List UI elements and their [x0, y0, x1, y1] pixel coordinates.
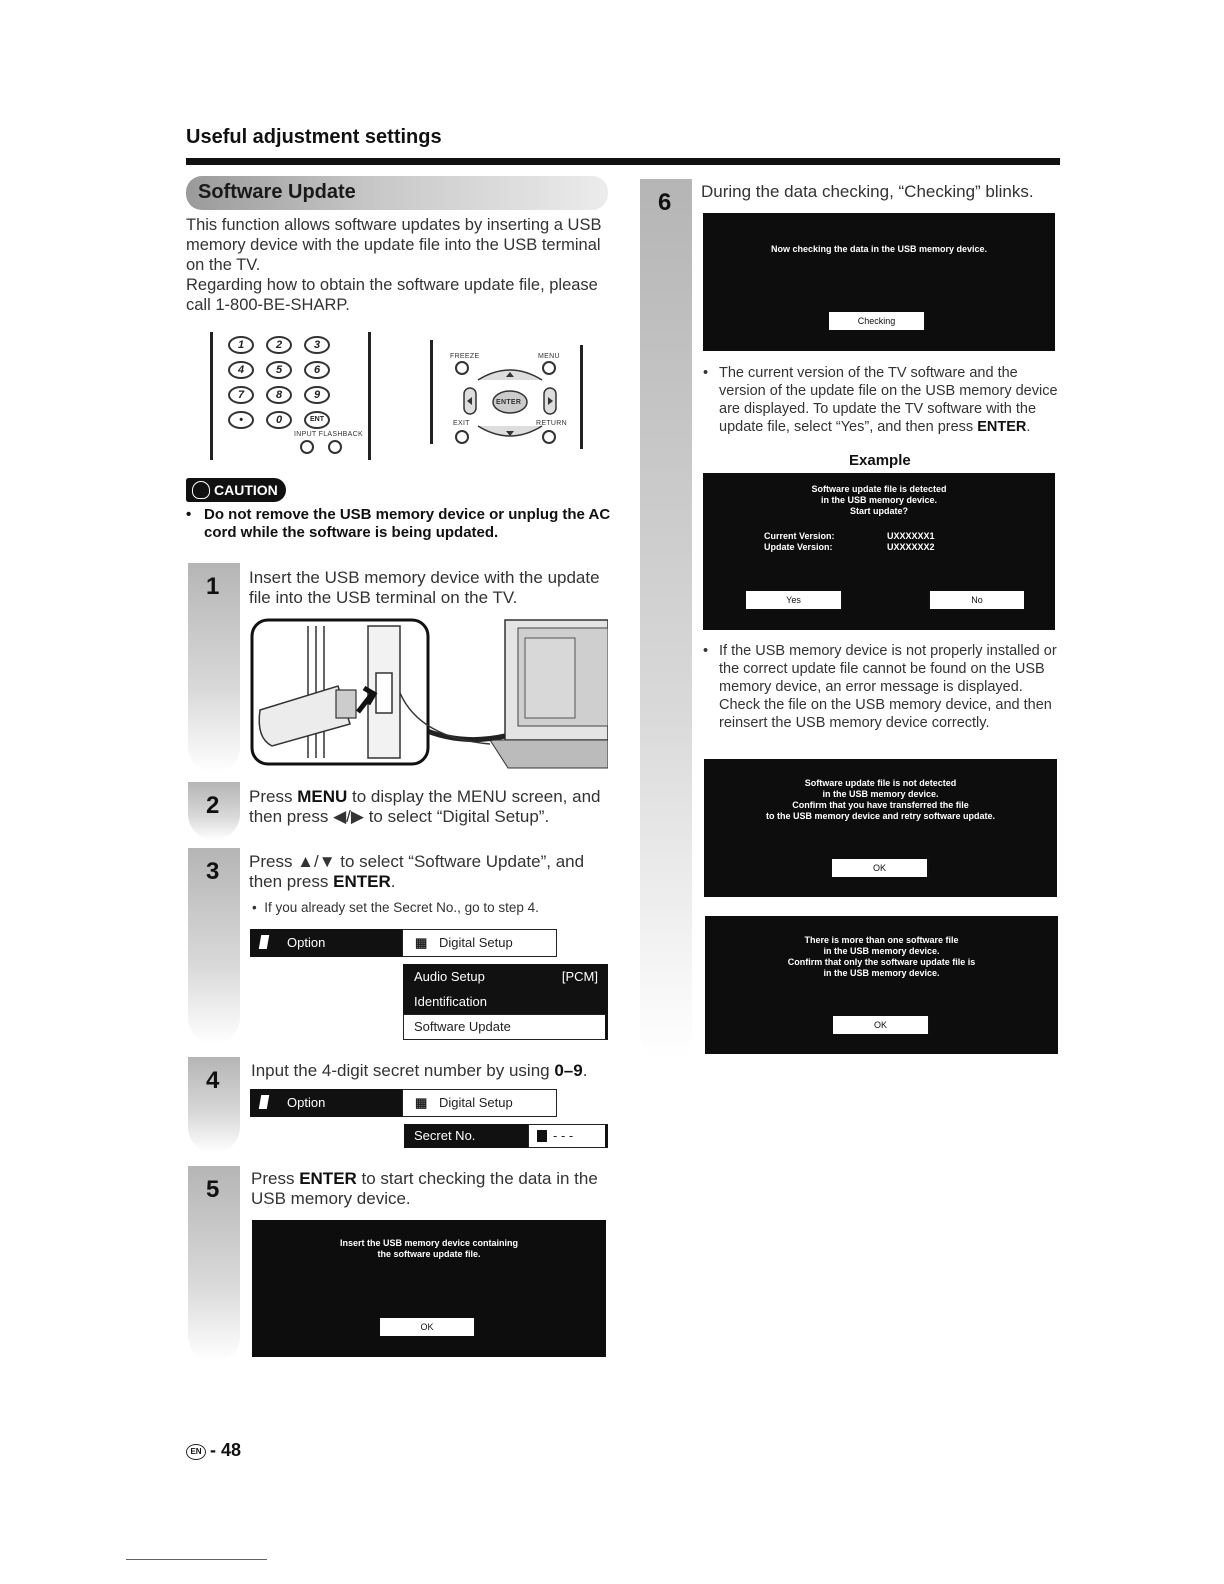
- version-info-text: The current version of the TV software and the version of the update file on the USB memory device are displayed. To update the TV software with the update file, select “Yes”, and then press: [719, 365, 1058, 435]
- dialog-multiple-files: [705, 916, 1058, 1054]
- menu-item-audio-setup[interactable]: [403, 964, 608, 990]
- version-info-enter: ENTER: [977, 419, 1027, 435]
- key-1: 1: [228, 336, 254, 354]
- step-1-number: 1: [206, 573, 220, 600]
- return-label: RETURN: [536, 420, 567, 427]
- menu-digital-setup-label: Digital Setup: [439, 935, 513, 950]
- step-3-text-post: .: [390, 872, 396, 891]
- key-6: 6: [304, 361, 330, 379]
- key-8: 8: [266, 386, 292, 404]
- step-5-text-pre: Press: [251, 1169, 300, 1188]
- header-rule: [186, 158, 1060, 165]
- step-2-text: [249, 787, 611, 827]
- page-number: [186, 1440, 241, 1461]
- step-4-text-post: .: [582, 1061, 588, 1080]
- dialog-checking-status: Checking: [829, 312, 926, 330]
- step-3-note-text: If you already set the Secret No., go to step 4.: [264, 900, 539, 915]
- step-5-tab: [188, 1166, 240, 1362]
- step-2-text-bold: MENU: [297, 787, 348, 806]
- step-4-text-bold: 0–9: [554, 1061, 583, 1080]
- menu-digital-setup-label: Digital Setup: [439, 1095, 513, 1110]
- key-dot: •: [228, 411, 254, 429]
- menu-option-label: Option: [287, 935, 326, 950]
- usb-insert-illustration: [250, 618, 608, 770]
- remote-nav-edge-left: [430, 340, 433, 444]
- error-info-text-2: Check the file on the USB memory device, and then reinsert the USB memory device correctly.: [719, 697, 1052, 731]
- option-icon: [259, 935, 269, 949]
- hand-warning-icon: [192, 481, 210, 499]
- update-version-value: UXXXXXX2: [887, 542, 935, 552]
- dialog-insert-ok-button[interactable]: OK: [380, 1318, 476, 1336]
- current-version-value: UXXXXXX1: [887, 531, 935, 541]
- step-4-number: 4: [206, 1067, 220, 1094]
- dialog-error2-line-3: Confirm that only the software update file is: [787, 957, 976, 967]
- page-number-text: - 48: [210, 1440, 242, 1460]
- remote-edge-left: [210, 332, 213, 460]
- dialog-error1-line-1: Software update file is not detected: [804, 778, 957, 788]
- audio-setup-value: [PCM]: [561, 969, 598, 984]
- section-heading: [186, 176, 608, 210]
- enter-label: ENTER: [496, 399, 522, 406]
- dialog-error1-line-2: in the USB memory device.: [822, 789, 939, 799]
- step-5-number: 5: [206, 1176, 220, 1203]
- step-3-number: 3: [206, 858, 220, 885]
- dialog-error2-line-2: in the USB memory device.: [823, 946, 940, 956]
- dialog-example-line-3: Start update?: [849, 506, 908, 516]
- key-3: 3: [304, 336, 330, 354]
- menu-option-label: Option: [287, 1095, 326, 1110]
- dialog-example-line-2: in the USB memory device.: [820, 495, 938, 505]
- current-version-label: Current Version:: [764, 531, 835, 541]
- intro-text: [186, 215, 611, 315]
- secret-no-input[interactable]: [528, 1124, 608, 1148]
- dialog-yes-button[interactable]: Yes: [746, 591, 843, 609]
- step-1-tab: [188, 563, 240, 773]
- menu-digital-setup-tab[interactable]: [402, 929, 557, 957]
- step-3-text-bold: ENTER: [333, 872, 391, 891]
- step-1-text: Insert the USB memory device with the update file into the USB terminal on the TV.: [249, 568, 600, 607]
- step-4-text: [251, 1061, 613, 1081]
- error-info-bullet: [703, 642, 1061, 732]
- remote-nav-edge-right: [580, 345, 583, 449]
- remote-keypad-illustration: [210, 330, 375, 460]
- bullet-icon: •: [703, 643, 709, 659]
- digital-setup-icon: ▦: [415, 935, 428, 950]
- intro-paragraph-2: Regarding how to obtain the software update file, please call 1-800-BE-SHARP.: [186, 276, 598, 314]
- bullet-icon: •: [703, 365, 709, 381]
- caution-label: CAUTION: [214, 482, 278, 498]
- digital-setup-icon: ▦: [415, 1095, 428, 1110]
- key-0: 0: [266, 411, 292, 429]
- dialog-file-not-detected: [704, 759, 1057, 897]
- error-info-text: If the USB memory device is not properly installed or the correct update file cannot be found on the USB memory device, an error message is displayed.: [719, 643, 1057, 695]
- bottom-divider: [126, 1559, 267, 1560]
- option-icon: [259, 1095, 269, 1109]
- dialog-insert-line-1: Insert the USB memory device containing: [339, 1238, 519, 1248]
- key-ent: ENT: [304, 411, 330, 429]
- step-3-text-pre: Press ▲/▼ to select “Software Update”, and then press: [249, 852, 585, 891]
- step-5-text: [251, 1169, 613, 1209]
- step-2-text-pre: Press: [249, 787, 298, 806]
- freeze-label: FREEZE: [450, 353, 480, 360]
- dialog-error2-line-1: There is more than one software file: [804, 935, 959, 945]
- step-4-text-pre: Input the 4-digit secret number by using: [251, 1061, 555, 1080]
- key-9: 9: [304, 386, 330, 404]
- intro-paragraph-1: This function allows software updates by inserting a USB memory device with the update file into the USB terminal on the TV.: [186, 216, 602, 274]
- section-heading-label: Software Update: [198, 181, 356, 203]
- menu-option-tab[interactable]: [250, 929, 402, 957]
- dialog-insert-line-2: the software update file.: [377, 1249, 481, 1259]
- dialog-update-confirm: [703, 473, 1055, 630]
- cursor-block-icon: [537, 1130, 547, 1142]
- language-badge: EN: [186, 1444, 206, 1460]
- dialog-error1-line-3: Confirm that you have transferred the file: [792, 800, 969, 810]
- key-5: 5: [266, 361, 292, 379]
- audio-setup-label: Audio Setup: [414, 969, 485, 984]
- version-info-bullet: [703, 364, 1059, 436]
- remote-navigation-illustration: [430, 340, 585, 460]
- menu-digital-setup-tab-2[interactable]: [402, 1089, 557, 1117]
- dialog-error1-ok-button[interactable]: OK: [832, 859, 929, 877]
- bullet-icon: •: [186, 506, 192, 523]
- step-4-tab: [188, 1057, 240, 1153]
- caution-text: [186, 506, 611, 542]
- step-2-text-post: to display the MENU screen, and then press ◀/▶ to select “Digital Setup”.: [249, 787, 601, 826]
- menu-label: MENU: [538, 353, 560, 360]
- dialog-no-button[interactable]: No: [928, 591, 1024, 609]
- input-button-icon: [300, 440, 314, 454]
- dialog-error2-ok-button[interactable]: OK: [833, 1016, 930, 1034]
- update-version-label: Update Version:: [764, 542, 833, 552]
- dialog-example-line-1: Software update file is detected: [811, 484, 947, 494]
- step-3-note: [252, 898, 614, 918]
- key-2: 2: [266, 336, 292, 354]
- dialog-checking-line-1: Now checking the data in the USB memory device.: [770, 244, 988, 254]
- menu-item-software-update[interactable]: [403, 1014, 608, 1040]
- software-update-label: Software Update: [414, 1019, 511, 1034]
- page-title: Useful adjustment settings: [186, 126, 442, 148]
- key-7: 7: [228, 386, 254, 404]
- example-label: Example: [849, 452, 911, 469]
- step-3-tab: [188, 848, 240, 1044]
- remote-edge-right: [368, 332, 371, 460]
- step-2-tab: [188, 782, 240, 840]
- menu-item-identification[interactable]: [403, 990, 608, 1014]
- secret-no-label: Secret No.: [414, 1128, 476, 1143]
- flashback-button-icon: [328, 440, 342, 454]
- input-flashback-label: INPUT FLASHBACK: [294, 431, 363, 438]
- return-button-icon: [542, 430, 556, 444]
- step-6-number: 6: [658, 189, 672, 216]
- key-4: 4: [228, 361, 254, 379]
- secret-no-dashes: - - -: [553, 1128, 574, 1143]
- step-2-number: 2: [206, 792, 220, 819]
- menu-option-tab-2[interactable]: [250, 1089, 402, 1117]
- dialog-checking: [703, 213, 1055, 351]
- step-3-text: [249, 852, 611, 892]
- step-5-text-post: to start checking the data in the USB memory device.: [251, 1169, 598, 1208]
- identification-label: Identification: [414, 994, 487, 1009]
- step-6-tab: [640, 179, 692, 1061]
- exit-label: EXIT: [453, 420, 470, 427]
- caution-body: Do not remove the USB memory device or unplug the AC cord while the software is being updated.: [204, 506, 611, 541]
- step-6-text: During the data checking, “Checking” blinks.: [701, 182, 1034, 201]
- version-info-post: .: [1026, 419, 1031, 435]
- bullet-icon: •: [252, 900, 265, 915]
- caution-badge: [186, 478, 286, 502]
- step-5-text-bold: ENTER: [299, 1169, 357, 1188]
- exit-button-icon: [455, 430, 469, 444]
- dialog-insert-usb: [252, 1220, 606, 1357]
- secret-no-label-cell: [404, 1124, 528, 1148]
- dialog-error2-line-4: in the USB memory device.: [823, 968, 940, 978]
- dialog-error1-line-4: to the USB memory device and retry software update.: [765, 811, 996, 821]
